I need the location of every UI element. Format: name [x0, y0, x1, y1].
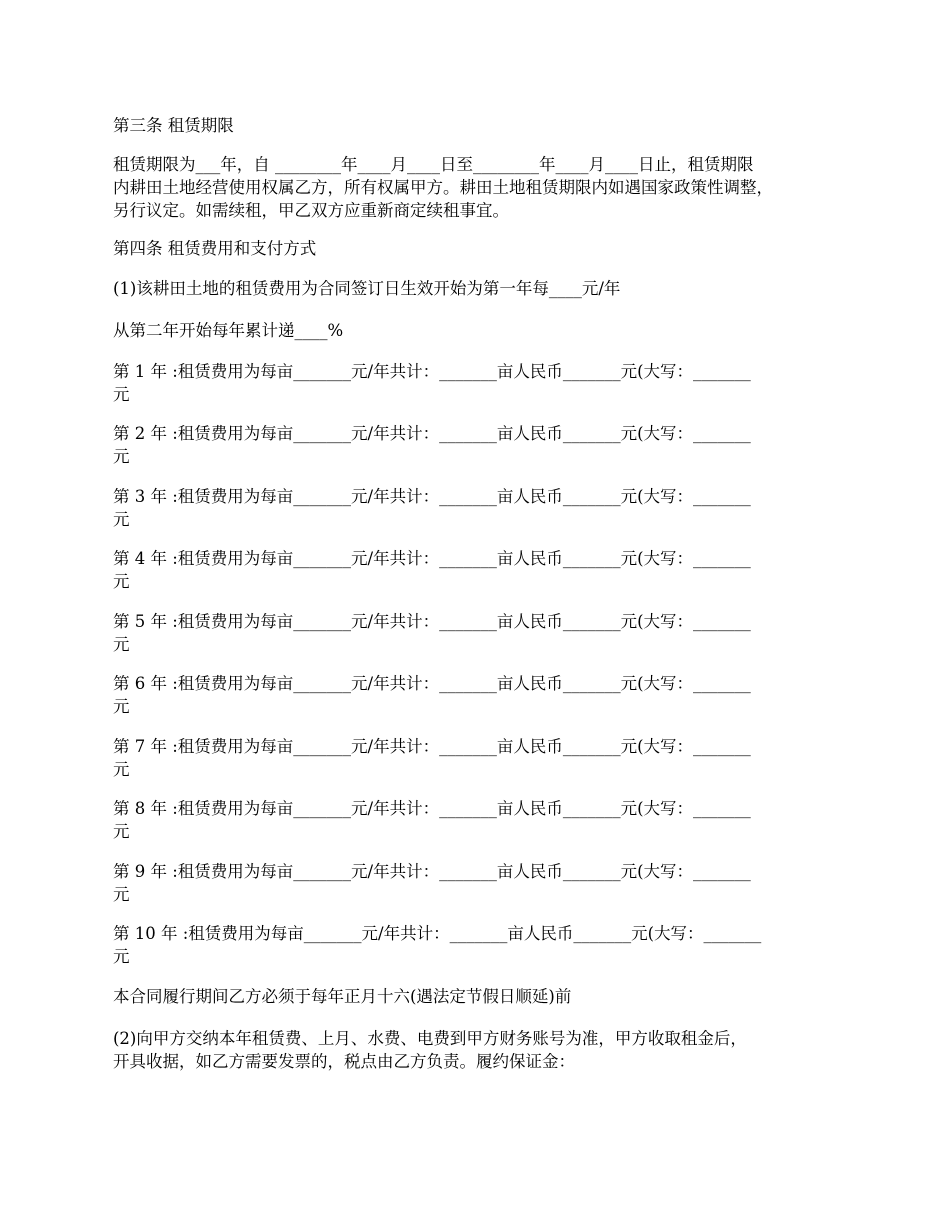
article-4-title: 第四条 租赁费用和支付方式	[113, 239, 317, 258]
year-7-fee-line: 第 7 年 :租赁费用为每亩_______元/年共计：_______亩人民币_______元(大写：_______ 元	[113, 737, 751, 779]
year-1-fee-line: 第 1 年 :租赁费用为每亩_______元/年共计：_______亩人民币_______元(大写：_______ 元	[113, 362, 751, 404]
year-2-fee-line: 第 2 年 :租赁费用为每亩_______元/年共计：_______亩人民币_______元(大写：_______ 元	[113, 424, 751, 466]
year-10-fee-line: 第 10 年 :租赁费用为每亩_______元/年共计：_______亩人民币_______元(大写：_______ 元	[113, 924, 762, 966]
year-4-fee-line: 第 4 年 :租赁费用为每亩_______元/年共计：_______亩人民币_______元(大写：_______ 元	[113, 549, 751, 591]
year-6-fee-line: 第 6 年 :租赁费用为每亩_______元/年共计：_______亩人民币_______元(大写：_______ 元	[113, 674, 751, 716]
item-1-paragraph: (1)该耕田土地的租赁费用为合同签订日生效开始为第一年每____元/年	[113, 279, 621, 298]
item-2-paragraph: (2)向甲方交纳本年租赁费、上月、水费、电费到甲方财务账号为准，甲方收取租金后， 开具收据，如乙方需要发票的，税点由乙方负责。履约保证金：	[113, 1029, 747, 1071]
payment-deadline-line: 本合同履行期间乙方必须于每年正月十六(遇法定节假日顺延)前	[113, 987, 572, 1006]
year-8-fee-line: 第 8 年 :租赁费用为每亩_______元/年共计：_______亩人民币_______元(大写：_______ 元	[113, 799, 751, 841]
year-3-fee-line: 第 3 年 :租赁费用为每亩_______元/年共计：_______亩人民币_______元(大写：_______ 元	[113, 487, 751, 529]
year-9-fee-line: 第 9 年 :租赁费用为每亩_______元/年共计：_______亩人民币_______元(大写：_______ 元	[113, 862, 751, 904]
article-3-title: 第三条 租赁期限	[113, 116, 234, 135]
year-5-fee-line: 第 5 年 :租赁费用为每亩_______元/年共计：_______亩人民币_______元(大写：_______ 元	[113, 612, 751, 654]
article-3-body: 租赁期限为___年，自 ________年____月____日至________年____月____日止，租赁期限 内耕田土地经营使用权属乙方，所有权属甲方。耕田土地租赁期限内如遇国家政策性调整， 另行议定。如需续租，甲乙双方应重新商定续租事宜。	[113, 155, 773, 220]
annual-increase-line: 从第二年开始每年累计递____%	[113, 321, 344, 340]
